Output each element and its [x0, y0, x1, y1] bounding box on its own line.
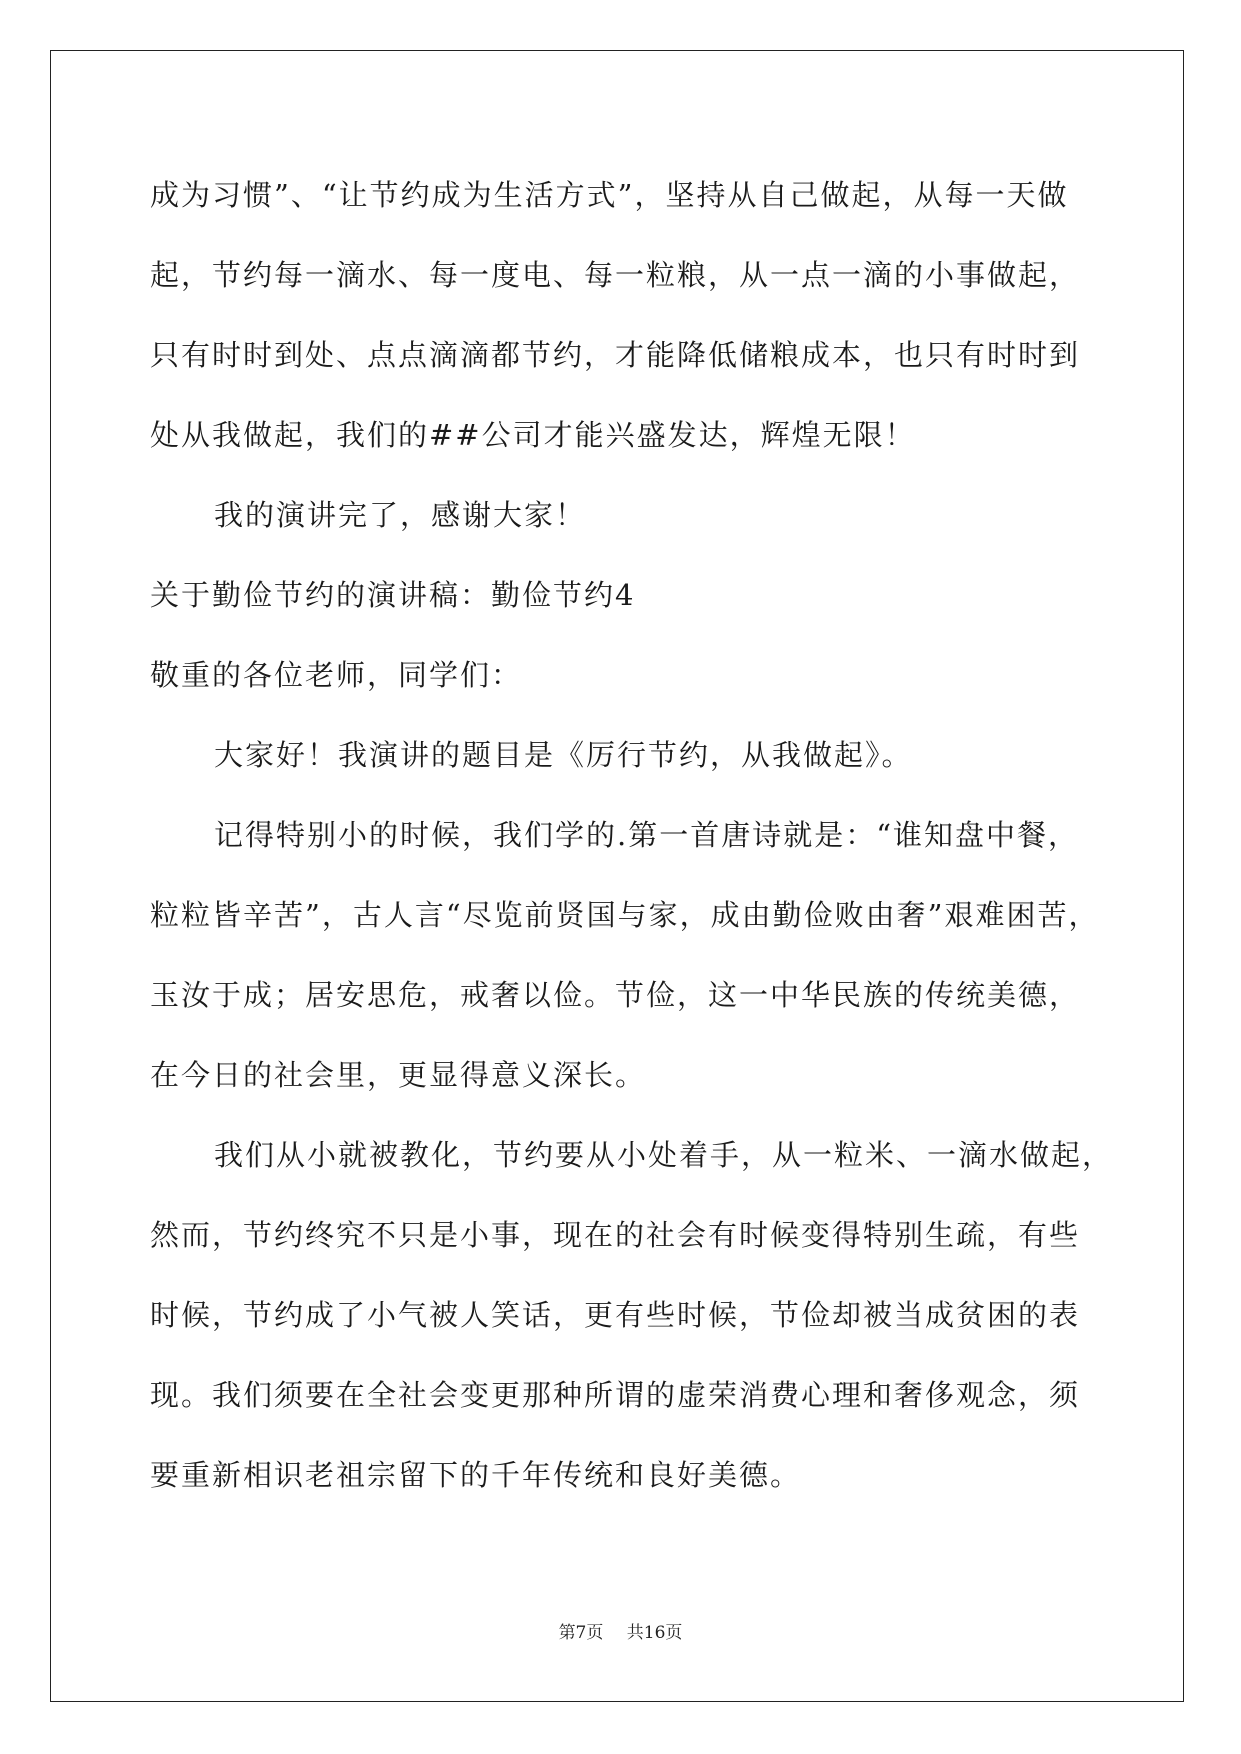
- text-line: 在今日的社会里，更显得意义深长。: [150, 1058, 647, 1092]
- text-line: 然而，节约终究不只是小事，现在的社会有时候变得特别生疏，有些: [150, 1218, 1081, 1252]
- text-line: 我的演讲完了，感谢大家！: [214, 498, 587, 532]
- document-body: [150, 155, 1114, 1515]
- page-number-total: 共16页: [626, 1623, 683, 1643]
- text-line: 成为习惯”、“让节约成为生活方式”，坚持从自己做起，从每一天做: [150, 178, 1069, 212]
- page-number-current: 第7页: [558, 1623, 604, 1643]
- text-line: 记得特别小的时候，我们学的.第一首唐诗就是：“谁知盘中餐，: [214, 818, 1080, 852]
- text-line: 起，节约每一滴水、每一度电、每一粒粮，从一点一滴的小事做起，: [150, 258, 1081, 292]
- page-footer: [0, 1618, 1241, 1643]
- text-line: 要重新相识老祖宗留下的千年传统和良好美德。: [150, 1458, 802, 1492]
- salutation: 敬重的各位老师，同学们：: [150, 658, 523, 692]
- text-line: 处从我做起，我们的##公司才能兴盛发达，辉煌无限！: [150, 418, 916, 452]
- text-line: 粒粒皆辛苦”，古人言“尽览前贤国与家，成由勤俭败由奢”艰难困苦，: [150, 898, 1100, 932]
- text-line: 只有时时到处、点点滴滴都节约，才能降低储粮成本，也只有时时到: [150, 338, 1081, 372]
- text-line: 大家好！我演讲的题目是《厉行节约，从我做起》。: [214, 738, 913, 772]
- text-line: 时候，节约成了小气被人笑话，更有些时候，节俭却被当成贫困的表: [150, 1298, 1081, 1332]
- text-line: 我们从小就被教化，节约要从小处着手，从一粒米、一滴水做起，: [214, 1138, 1114, 1172]
- text-line: 玉汝于成；居安思危，戒奢以俭。节俭，这一中华民族的传统美德，: [150, 978, 1081, 1012]
- text-line: 现。我们须要在全社会变更那种所谓的虚荣消费心理和奢侈观念，须: [150, 1378, 1081, 1412]
- section-heading: 关于勤俭节约的演讲稿：勤俭节约4: [150, 578, 636, 612]
